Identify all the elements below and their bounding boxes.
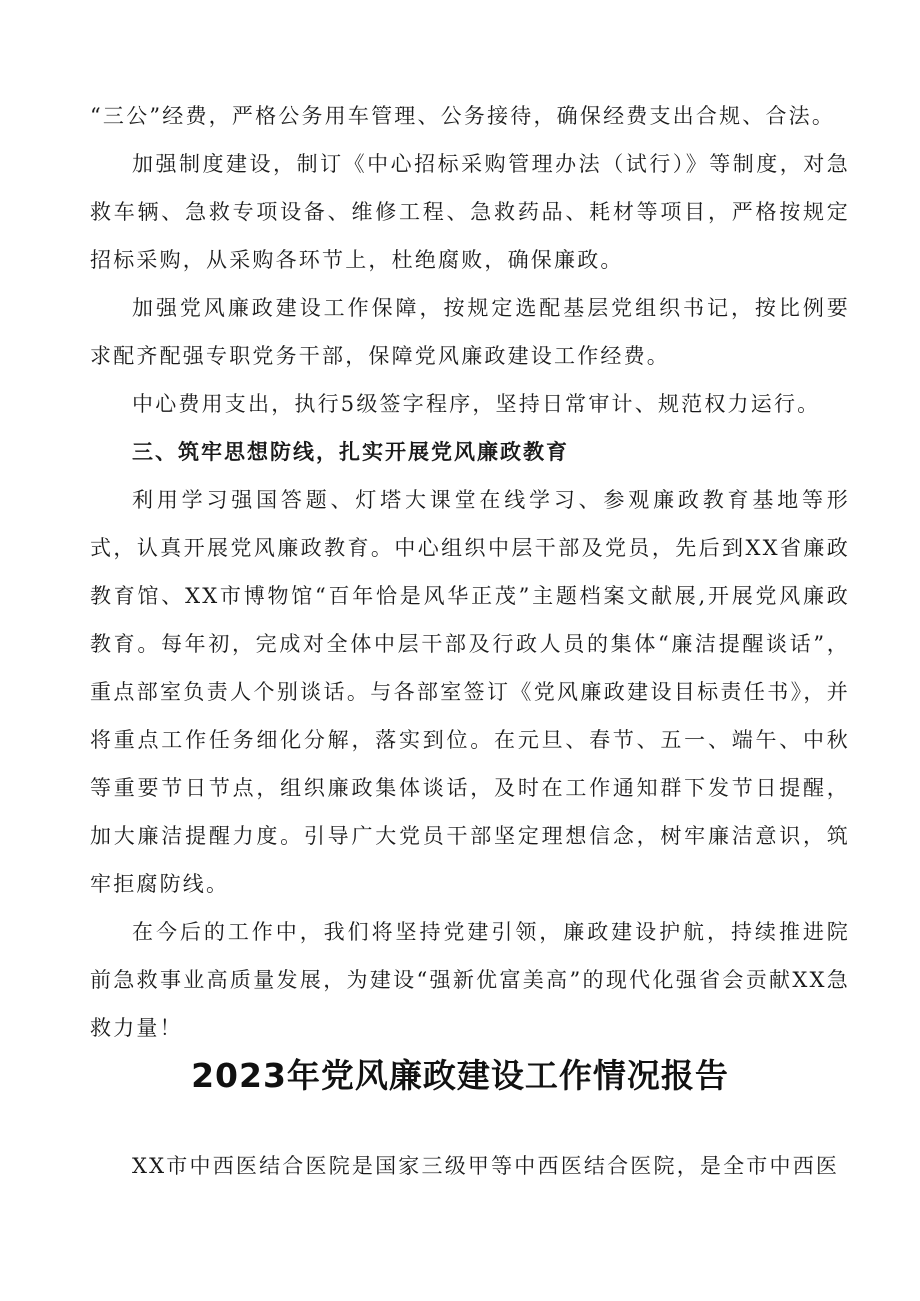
report-title: 2023年党风廉政建设工作情况报告 bbox=[191, 1056, 729, 1095]
paragraph-future-work: 在今后的工作中，我们将坚持党建引领，廉政建设护航，持续推进院前急救事业高质量发展，为建设“强新优富美高”的现代化强省会贡献XX急救力量！ bbox=[90, 920, 850, 1040]
paragraph-procurement-rules: 加强制度建设，制订《中心招标采购管理办法（试行）》等制度，对急救车辆、急救专项设备、维修工程、急救药品、耗材等项目，严格按规定招标采购，从采购各环节上，杜绝腐败，确保廉政。 bbox=[90, 152, 850, 272]
paragraph-party-work-guarantee: 加强党风廉政建设工作保障，按规定选配基层党组织书记，按比例要求配齐配强专职党务干部，保障党风廉政建设工作经费。 bbox=[90, 296, 850, 368]
paragraph-hospital-intro: XX市中西医结合医院是国家三级甲等中西医结合医院，是全市中西医 bbox=[132, 1154, 840, 1178]
paragraph-expense-signoff: 中心费用支出，执行5级签字程序，坚持日常审计、规范权力运行。 bbox=[132, 392, 821, 416]
paragraph-expense-control: “三公”经费，严格公务用车管理、公务接待，确保经费支出合规、合法。 bbox=[90, 104, 836, 128]
section-heading-3: 三、筑牢思想防线，扎实开展党风廉政教育 bbox=[132, 439, 569, 464]
paragraph-integrity-education: 利用学习强国答题、灯塔大课堂在线学习、参观廉政教育基地等形式，认真开展党风廉政教育。中心组织中层干部及党员，先后到XX省廉政教育馆、XX市博物馆“百年恰是风华正茂”主题档案文献展,开展党风廉政教育。每年初，完成对全体中层干部及行政人员的集体“廉洁提醒谈话”，重点部室负责人个别谈话。与各部室签订《党风廉政建设目标责任书》，并将重点工作任务细化分解，落实到位。在元旦、春节、五一、端午、中秋等重要节日节点，组织廉政集体谈话，及时在工作通知群下发节日提醒，加大廉洁提醒力度。引导广大党员干部坚定理想信念，树牢廉洁意识，筑牢拒腐防线。 bbox=[90, 488, 850, 896]
